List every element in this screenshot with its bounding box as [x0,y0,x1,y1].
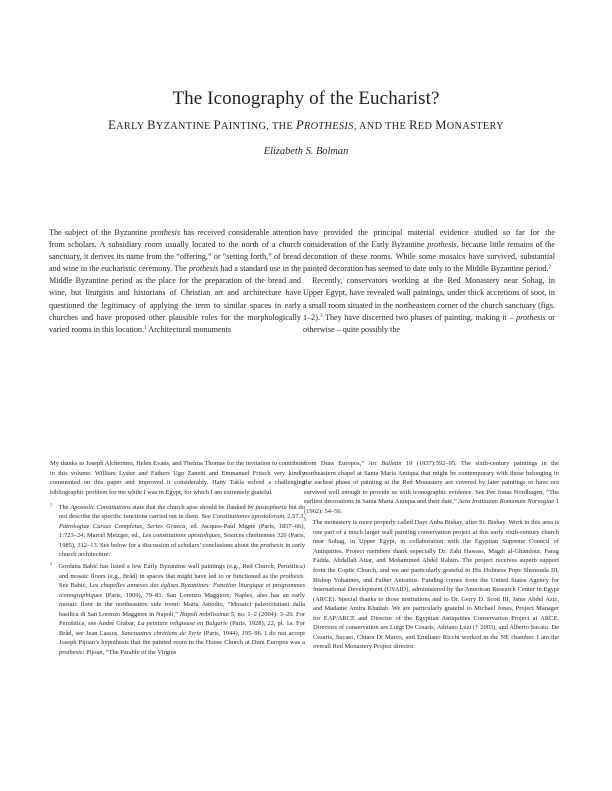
article-subtitle [0,118,612,133]
italic-term: Constitutiones apostolorum, [212,513,286,521]
body-column-left [49,227,301,336]
italic-term: Napoli nobilissima [179,610,229,618]
italic-term: Art Bulletin [368,460,402,467]
text-run: state that the church apse should be flanked by [130,503,256,511]
subtitle-part: P [295,118,304,132]
text-run: because little remains of the decoration of these rooms. While some mosaics have survived, substantial painted decoration has seemed to date only to the Middle Byzantine period. [303,240,555,274]
italic-term: prothesis, [427,240,459,250]
text-run: from Dura Europos,” [304,460,369,467]
italic-term: Patrologiae Cursus Completus, Series Graeca, [59,522,188,530]
subtitle-part: E [108,118,117,132]
subtitle-part: B [147,118,156,132]
text-run: Pijoan, “The Parable of the Virgins [84,648,177,656]
article-title: The Iconography of the Eucharist? [172,88,440,109]
subtitle-part: ONASTERY [446,121,504,132]
text-run: has received considerable attention from scholars. A subsidiary room usually located to the north of a church sanctuary, it derives its name from the “offering,” or “setting forth,” of bread and wine in the eucharistic ceremony. The [49,228,301,274]
text-run: Architectural monuments [146,324,232,334]
text-run: Gordana Babić has listed a few Early Byzantine wall paintings (e.g., Red Church, Perušitica) and mosaic floors (e.g., Brâd) in spaces that might have led to or functioned as the [58,562,305,580]
body-paragraph [49,227,301,336]
footnote-number: 2 [50,560,53,566]
subtitle-part: ARLY [116,121,148,132]
text-run: (Paris, 1944), 195–96. I do not accept Joseph Pijoan’s hypothesis that the painted room in the House Church at Dura Europos was a [59,629,305,647]
text-run: They have discerned two phases of painting, making it – [322,312,517,322]
subtitle-part: M [435,118,447,132]
text-run: Recently, conservators working at the Red Monastery near Sohag, in Upper Egypt, have revealed wall paintings, under thick accretions of soot, in a small room situated in the northeastern corner of the church sanctuary (figs. 1–2). [303,276,556,322]
subtitle-part: YZANTINE [155,121,214,132]
text-run: 2.57.3, [285,513,306,521]
text-run: See Babić, [59,582,90,590]
italic-term: prothesis [516,312,546,322]
text-run: The monastery is more properly called Dayr Anba Bishay, after St. Bishay. Work in this area is one part of a much larger wall painting conservation project at this early sixth-century church near Sohag, in Upper Egypt, in collaboration with the Egyptian Supreme Council of Antiquities. Project members thank especially Dr. Zahi Hawass, Magdi al-Ghandour, Farag Fadda, Abdallah Attar, and Mohammed Abdel Rahim. The project receives superb support from the Coptic Church, and we are particularly grateful to His Holiness Pope Shenouda III, Bishop Yohannes, and Father Antonius. Funding comes from the United States Agency for International Development (USAID), administered by the American Research Center in Egypt (ARCE). Special thanks to those institutions and to Dr. Gerry D. Scott III, Janie Abdel Aziz, and Madame Amira Khattab. We are particularly grateful to Michael Jones, Project Manager for EAP/ARCE and Director of the Egyptian Antiquities Conservation Project at ARCE. Directors of conservation are Luigi De Cesaris, Adriano Luzi († 2003), and Alberto Sucato. De Cesaris, Sucato, Chiara Di Marco, and Emiliano Ricchi worked in the NE chamber. I am the overall Red Monastery Project director. [312,519,559,651]
text-run: ed. Jacques-Paul Migne (Paris, 1857–66), 1:723–24; Marcel Metzger, ed., [59,522,306,540]
footnote-2 [50,562,305,657]
text-run: have provided the principal material evidence studied so far for the consideration of the Early Byzantine [303,228,555,250]
subtitle-part: P [213,118,221,132]
text-run: in early church architecture. [59,541,306,559]
text-run: The [58,503,71,511]
italic-term: prothesis [150,228,181,237]
text-run: (Paris, 1969), 79–81. San Lorenzo Maggiore, Naples, also has an early mosaic floor in the northeastern side room: Maria Amodio, “Mosaici paleocristiani dalla basilica di San Lorenzo Maggiore in Napoli,” [59,591,305,618]
text-run: 19 (1937):592–95. The sixth-century paintings in the northeastern chapel at Santa Maria Antiqua that might be contemporary with those belonging to the earliest phase of painting at the Red Monastery are covered by later paintings or have not survived well enough to provide us with iconographic evidence. See Per Jonas Nordhagen, “The earliest decorations in Santa Maria Antiqua and their date,” [304,460,559,506]
italic-term: Sanctuaires chrétiens de Syrie [121,629,202,637]
author-name: Elizabeth S. Bolman [263,146,349,157]
footnote-ref[interactable]: 2 [548,264,552,271]
subtitle-part: ED [417,121,436,132]
subtitle-part: ROTHESIS, [304,121,357,132]
body-column-right [303,227,555,336]
italic-term: pastophoria [255,503,287,511]
subtitle-part: R [409,118,418,132]
acknowledgement-note: My thanks to Joseph Alchermes, Helen Evans, and Thelma Thomas for the invitation to contribute to this volume. William Lyster and Fathers Ugo Zanetti and Emmanuel Fritsch very kindly commented on this paper and improved it considerably. Hany Takla solved a challenging bibliographic problem for me while I was in Egypt, for which I am extremely grateful. [50,460,305,496]
text-run: (Paris, 1928), 22, pl. 1a. For Brâd, see Jean Lassus, [59,620,306,637]
italic-term: Les chapelles annexes des églises Byzantines: Fonction liturgique et programmes iconographiques [59,582,305,599]
footnote-2-continued [304,459,559,516]
footnote-number: 1 [50,501,53,507]
italic-term: Acta Institutum Romanum Norvegiae [458,498,555,506]
italic-term: prothesis: [59,648,85,656]
italic-term: prothesis [260,541,284,549]
footnote-number: 3 [304,517,307,523]
text-run: but do not describe the specific functions carried out in them. See [59,503,305,521]
footnotes-right [304,459,559,654]
subtitle-part: AINTING, THE [220,121,296,132]
italic-term: Apostolic Constitutions [70,503,131,511]
text-run: had a standard use in the Middle Byzantine period as the place for the preparation of the bread and wine, but liturgists and historians of Christian art and architecture have questioned the legitimacy of applying the term to similar spaces in early churches and have proposed other plausible roles for the morphologically varied rooms in this location. [49,264,301,334]
subtitle-part: AND THE [356,121,410,132]
text-run: 5, no. 1–2 (2004): 3–20. For Perušitica, see André Grabar, [59,610,305,628]
footnotes-left [50,459,305,659]
text-run: The subject of the Byzantine [49,228,151,237]
italic-term: prothesis. [280,572,305,580]
italic-term: Les constitutions apostoliques, [142,532,222,540]
footnote-3 [304,518,559,652]
text-run: 1 (1962): 54–56. [304,498,560,515]
italic-term: La peinture religieuse en Bulgarie [137,620,228,628]
text-run: Sources chrétiennes 320 (Paris, 1985), 312–13. See below for a discussion of scholars’ conclusions about the [59,532,305,549]
footnote-1 [50,503,305,560]
body-paragraph [303,227,555,275]
italic-term: prothesis [188,264,219,274]
footnote-ref[interactable]: 3 [319,312,323,319]
footnote-ref[interactable]: 1 [144,324,147,331]
text-run: or otherwise – quite possibly the [303,312,555,334]
body-paragraph [303,275,555,335]
